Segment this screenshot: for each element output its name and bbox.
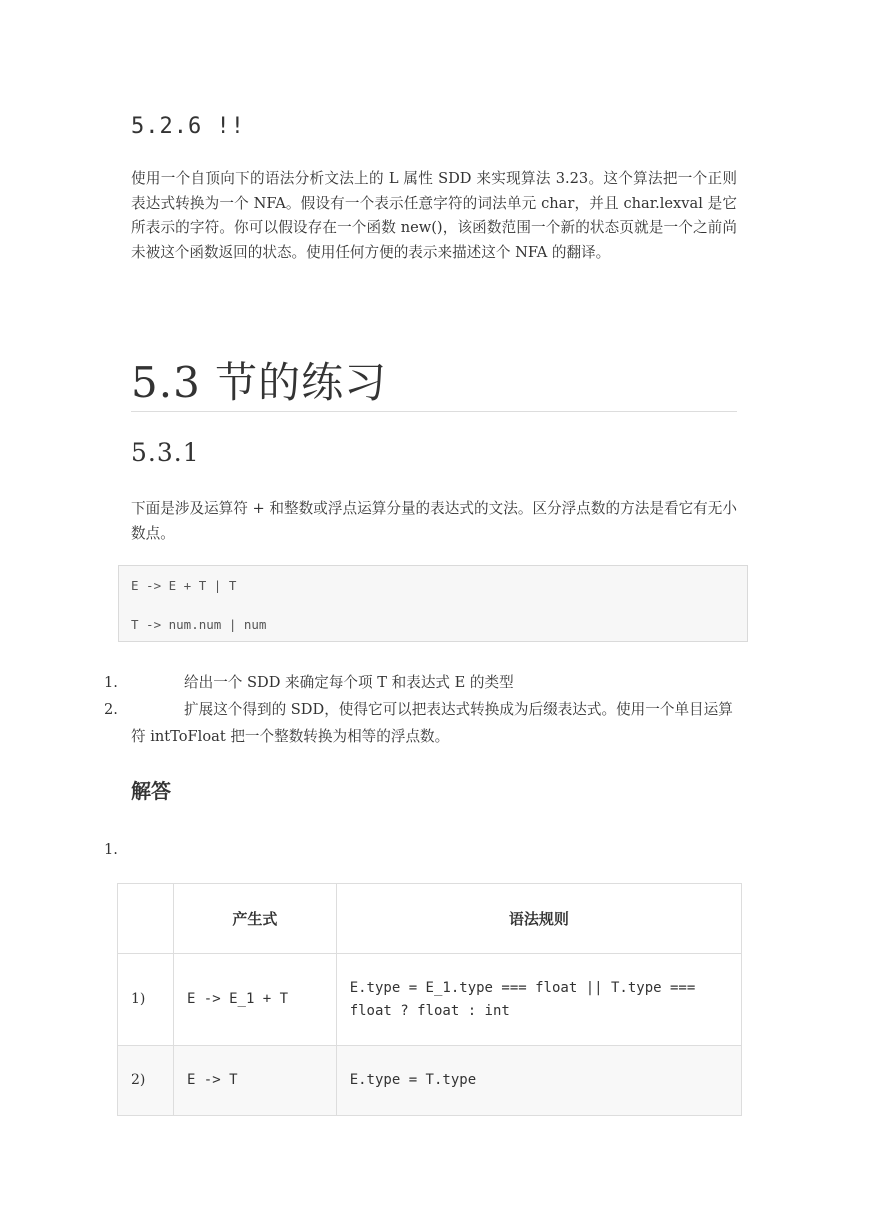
list-item-number: 1. xyxy=(104,674,118,691)
section-5-2-6-paragraph: 使用一个自顶向下的语法分析文法上的 L 属性 SDD 来实现算法 3.23。这个算法把一个正则表达式转换为一个 NFA。假设有一个表示任意字符的词法单元 char，并且 char.lexval 是它所表示的字符。你可以假设存在一个函数 new()，该函数范围一个新的状态页就是一个之前尚未被这个函数返回的状态。使用任何方便的表示来描述这个 NFA 的翻译。 xyxy=(131,170,737,261)
section-heading-5-3: 5.3 节的练习 xyxy=(131,358,388,407)
table-cell-production: E -> T xyxy=(173,1046,336,1116)
table-cell-rule: E.type = E_1.type === float || T.type === float ? float : int xyxy=(336,954,741,1046)
answer-list-number: 1. xyxy=(104,841,118,858)
section-5-3-1-paragraph: 下面是涉及运算符 + 和整数或浮点运算分量的表达式的文法。区分浮点数的方法是看它有无小数点。 xyxy=(131,500,737,542)
heading-divider xyxy=(131,411,737,412)
answer-heading: 解答 xyxy=(131,779,171,803)
table-header-production: 产生式 xyxy=(173,884,336,954)
table-header-rule: 语法规则 xyxy=(336,884,741,954)
code-line: E -> E + T | T xyxy=(131,578,237,593)
section-heading-5-2-6: 5.2.6 !! xyxy=(131,114,245,139)
grammar-code-block xyxy=(118,565,748,642)
section-heading-5-3-1: 5.3.1 xyxy=(131,438,200,467)
table-cell-rule: E.type = T.type xyxy=(336,1046,741,1116)
list-item-text: 扩展这个得到的 SDD，使得它可以把表达式转换成为后缀表达式。使用一个单目运算符 intToFloat 把一个整数转换为相等的浮点数。 xyxy=(131,701,733,745)
code-line: T -> num.num | num xyxy=(131,617,267,632)
table-cell-index: 2) xyxy=(118,1046,174,1116)
list-item-text: 给出一个 SDD 来确定每个项 T 和表达式 E 的类型 xyxy=(184,674,514,691)
table-cell-production: E -> E_1 + T xyxy=(173,954,336,1046)
table-row xyxy=(118,1046,742,1116)
list-item-number: 2. xyxy=(104,701,118,718)
sdd-table xyxy=(117,883,742,1116)
table-header-row xyxy=(118,884,742,954)
table-row xyxy=(118,954,742,1046)
table-header-index xyxy=(118,884,174,954)
table-cell-index: 1) xyxy=(118,954,174,1046)
